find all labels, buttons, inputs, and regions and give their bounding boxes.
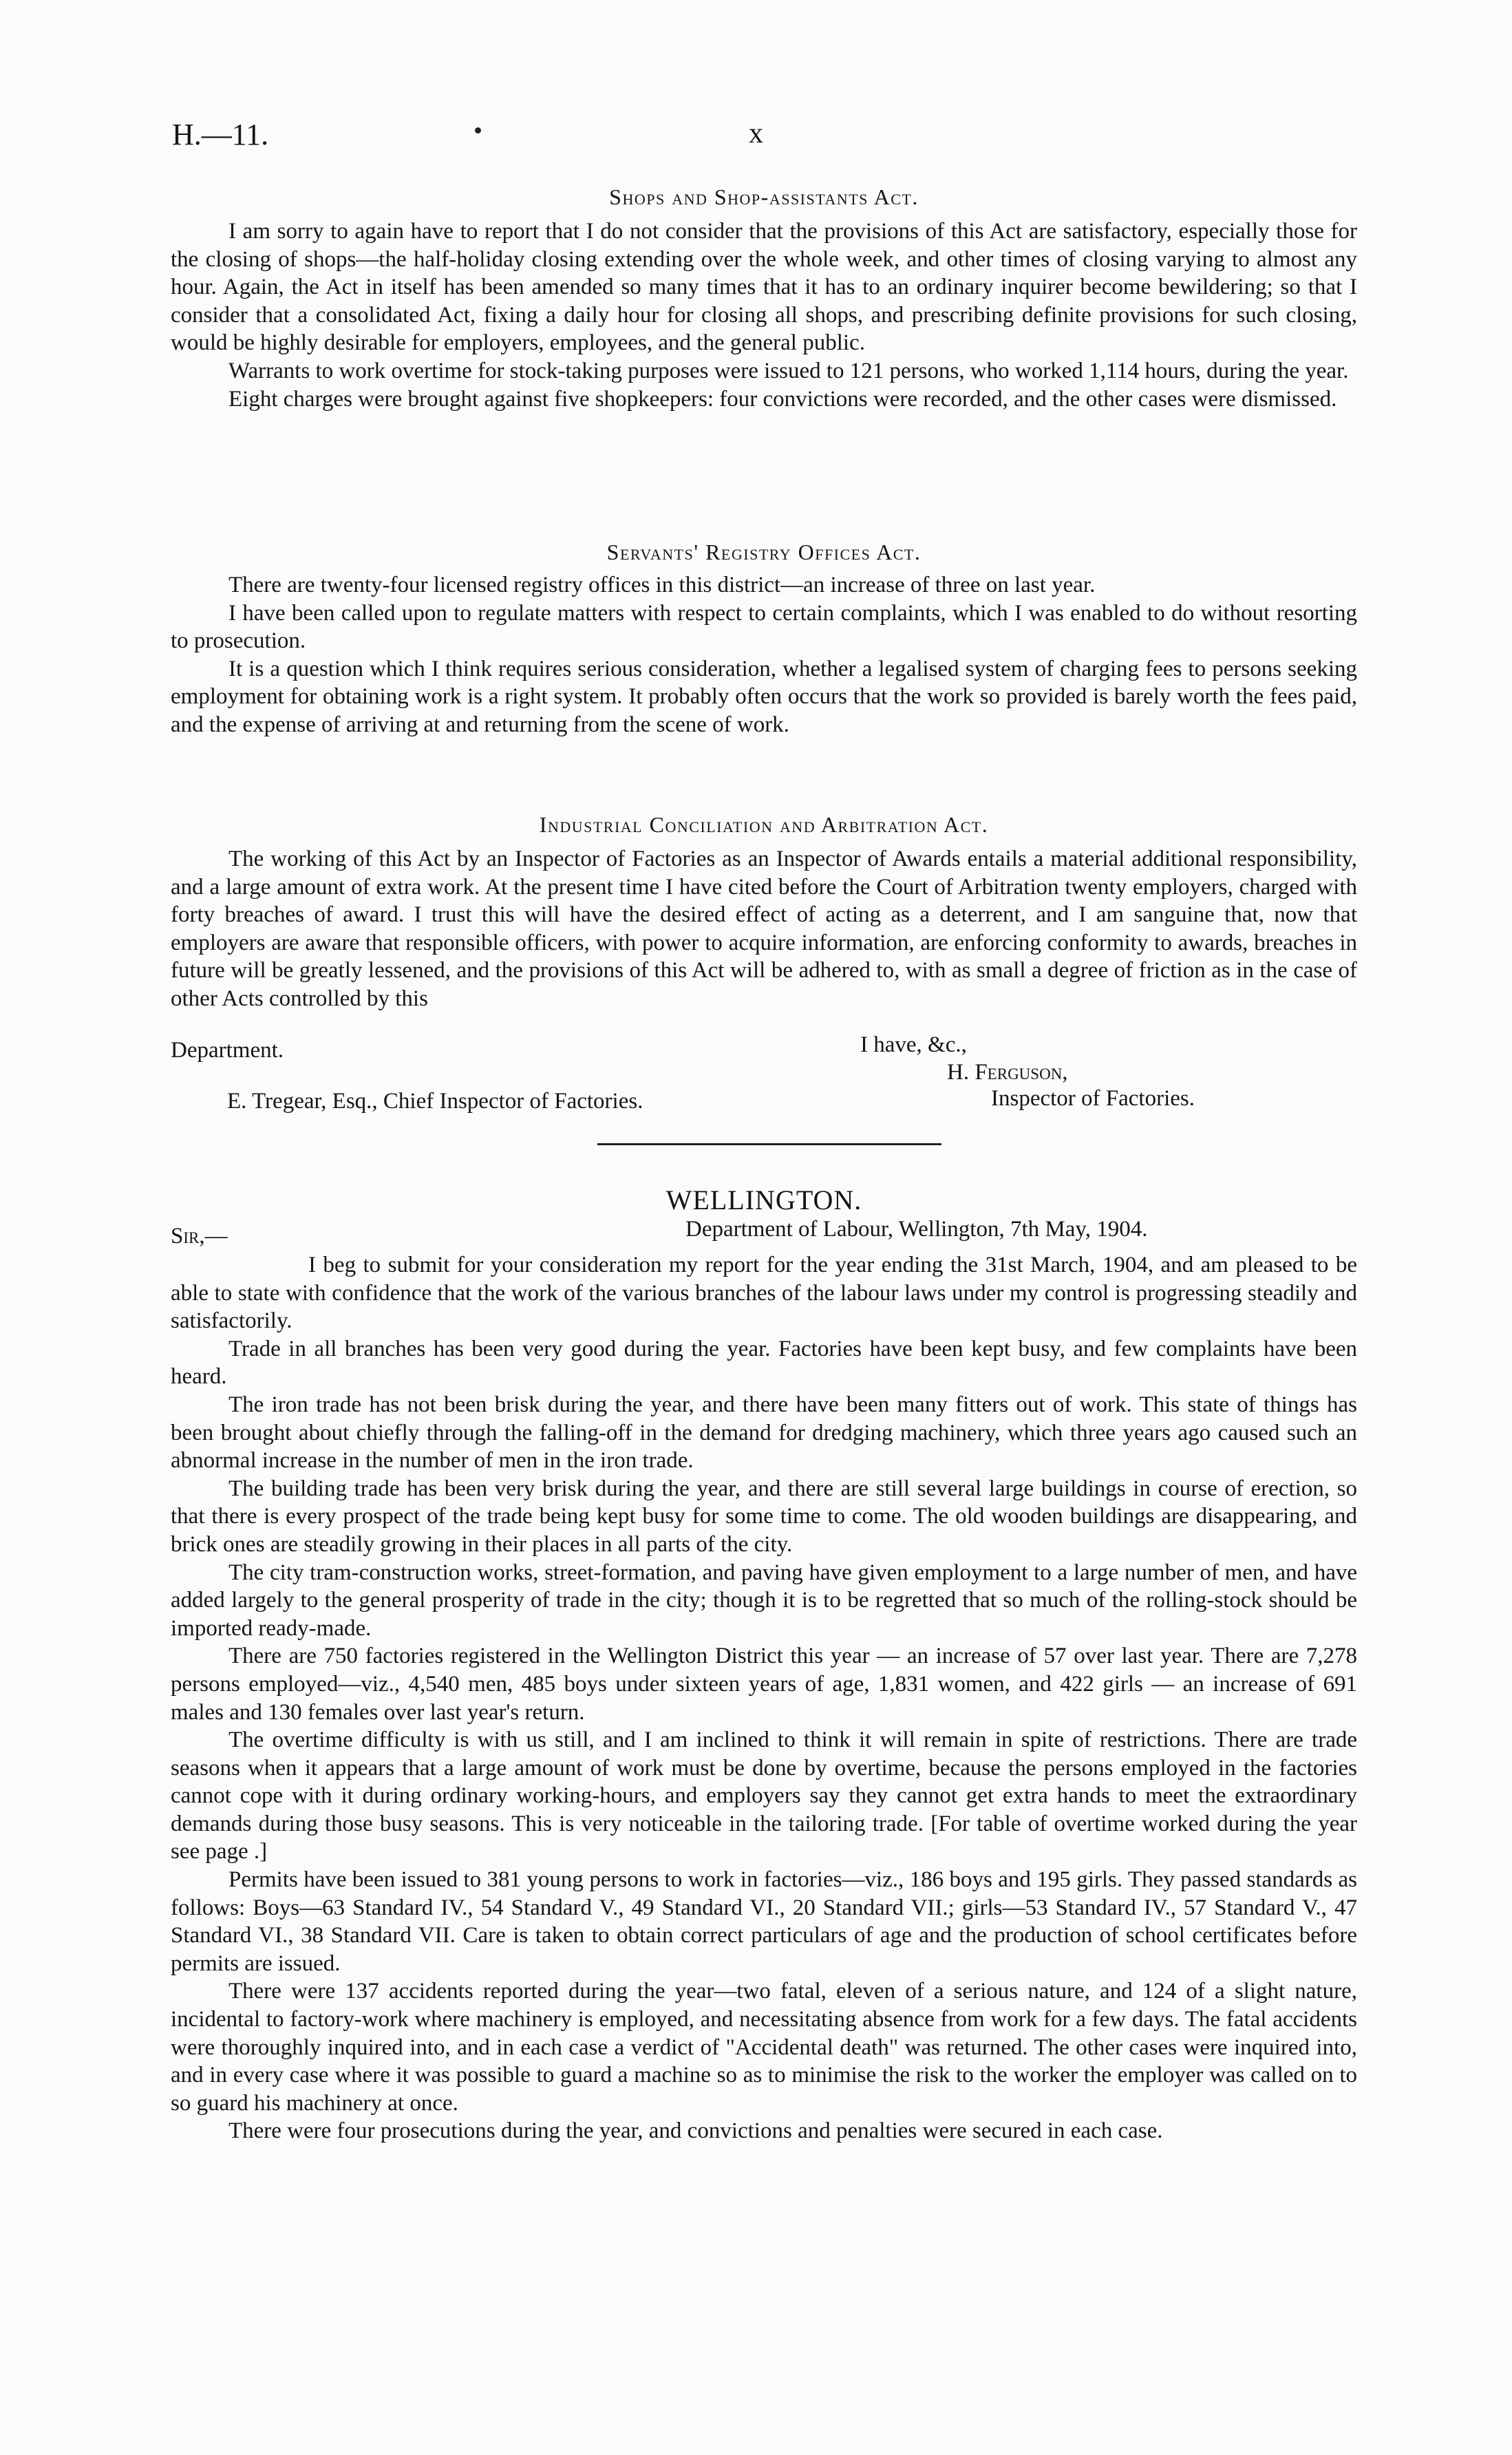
section-heading-shops: Shops and Shop-assistants Act. <box>609 184 919 209</box>
paragraph: There are twenty-four licensed registry offices in this district—an increase of three on last year. <box>228 573 1096 597</box>
paragraph: I beg to submit for your consideration my report for the year ending the 31st March, 1904, and am pleased to be able to state with confidence that the work of the various branches of the labour laws under my control is progressing steadily and satisfactorily. <box>171 1253 1357 1334</box>
paragraph: The building trade has been very brisk during the year, and there are still several large buildings in course of erection, so that there is every prospect of the trade being kept busy for some time to come. The old wooden buildings are disappearing, and brick ones are steadily growing in their places in all parts of the city. <box>171 1476 1357 1557</box>
last-line-department: Department. <box>171 1038 284 1063</box>
page-number: H.—11. <box>172 118 269 151</box>
paragraph: There were four prosecutions during the year, and convictions and penalties were secured in each case. <box>228 2118 1163 2144</box>
paragraph: Permits have been issued to 381 young persons to work in factories—viz., 186 boys and 195 girls. They passed standards as follows: Boys—63 Standard IV., 54 Standard V., 49 Standard VI., 20 Standard VII.; girls—53 Standard IV., 57 Standard V., 47 Standard VI., 38 Standard VII. Care is taken to obtain correct particulars of age and the production of school certificates before permits are issued. <box>171 1867 1357 1976</box>
paragraph: Warrants to work overtime for stock-taking purposes were issued to 121 persons, who worked 1,114 hours, during the year. <box>228 358 1349 383</box>
paragraph: I have been called upon to regulate matters with respect to certain complaints, which I was enabled to do without resorting to prosecution. <box>171 600 1357 654</box>
paragraph: Eight charges were brought against five shopkeepers: four convictions were recorded, and the other cases were dismissed. <box>228 386 1337 412</box>
paragraph: The overtime difficulty is with us still, and I am inclined to think it will remain in spite of restrictions. There are trade seasons when it appears that a large amount of work must be done by overtime, because the persons employed in the factories cannot cope with it during ordinary working-hours, and employers say they cannot get extra hands to meet the extraordinary demands during those busy seasons. This is very noticeable in the tailoring trade. [For table of overtime worked during the year see page .] <box>171 1728 1357 1864</box>
paragraph: The city tram-construction works, street-formation, and paving have given employment to a large number of men, and have added largely to the general prosperity of trade in the city; though it is to be regretted that so much of the rolling-stock should be imported ready-made. <box>171 1560 1357 1641</box>
paragraph: There were 137 accidents reported during the year—two fatal, eleven of a serious nature, and 124 of a slight nature, incidental to factory-work where machinery is employed, and necessitating absence from work for a few days. The fatal accidents were thoroughly inquired into, and in each case a verdict of "Accidental death" was returned. The other cases were inquired into, and in every case where it was possible to guard a machine so as to minimise the risk to the worker the employer was called on to so guard his machinery at once. <box>171 1979 1357 2116</box>
roman-page-number: x <box>749 118 763 149</box>
dateline: Department of Labour, Wellington, 7th May, 1904. <box>685 1217 1148 1242</box>
section-shops-body <box>171 217 1357 413</box>
paragraph: The iron trade has not been brisk during the year, and there have been many fitters out of work. This state of things has been brought about chiefly through the falling-off in the demand for dredging machinery, which three years ago caused such an abnormal increase in the number of men in the iron trade. <box>171 1392 1357 1474</box>
paragraph: The working of this Act by an Inspector of Factories as an Inspector of Awards entails a material additional responsibility, and a large amount of extra work. At the present time I have cited before the Court of Arbitration twenty employers, charged with forty breaches of award. I trust this will have the desired effect of acting as a deterrent, and I am sanguine that, now that employers are aware that responsible officers, with power to acquire information, are enforcing conformity to awards, breaches in future will be greatly lessened, and the provisions of this Act will be adhered to, with as small a degree of friction as in the case of other Acts controlled by this <box>171 847 1357 1011</box>
salutation: Sir,— <box>171 1224 228 1248</box>
section-wellington-body <box>171 1251 1357 2145</box>
paragraph: There are 750 factories registered in the Wellington District this year — an increase of 57 over last year. There are 7,278 persons employed—viz., 4,540 men, 485 boys under sixteen years of age, 1,831 women, and 422 girls — an increase of 691 males and 130 females over last year's return. <box>171 1644 1357 1725</box>
section-divider <box>597 1143 941 1145</box>
signature-name: H. Ferguson, <box>947 1060 1068 1085</box>
section-heading-arbitration: Industrial Conciliation and Arbitration Act. <box>539 812 989 837</box>
addressee: E. Tregear, Esq., Chief Inspector of Factories. <box>227 1089 643 1114</box>
section-heading-wellington: WELLINGTON. <box>666 1184 862 1215</box>
signature-title: Inspector of Factories. <box>991 1086 1195 1111</box>
ink-dot <box>475 127 481 134</box>
section-arbitration-body <box>171 845 1357 1013</box>
paragraph: Trade in all branches has been very good during the year. Factories have been kept busy, and few complaints have been heard. <box>171 1336 1357 1390</box>
section-heading-registry: Servants' Registry Offices Act. <box>606 540 922 564</box>
paragraph: It is a question which I think requires serious consideration, whether a legalised system of charging fees to persons seeking employment for obtaining work is a right system. It probably often occurs that the work so provided is barely worth the fees paid, and the expense of arriving at and returning from the scene of work. <box>171 656 1357 737</box>
closing-phrase: I have, &c., <box>860 1032 967 1057</box>
paragraph: I am sorry to again have to report that I do not consider that the provisions of this Act are satisfactory, especially those for the closing of shops—the half-holiday closing extending over the whole week, and other times of closing varying to almost any hour. Again, the Act in itself has been amended so many times that it has to an ordinary inquirer become bewildering; so that I consider that a consolidated Act, fixing a daily hour for closing all shops, and prescribing definite provisions for such closing, would be highly desirable for employers, employees, and the general public. <box>171 219 1357 356</box>
section-registry-body <box>171 571 1357 739</box>
